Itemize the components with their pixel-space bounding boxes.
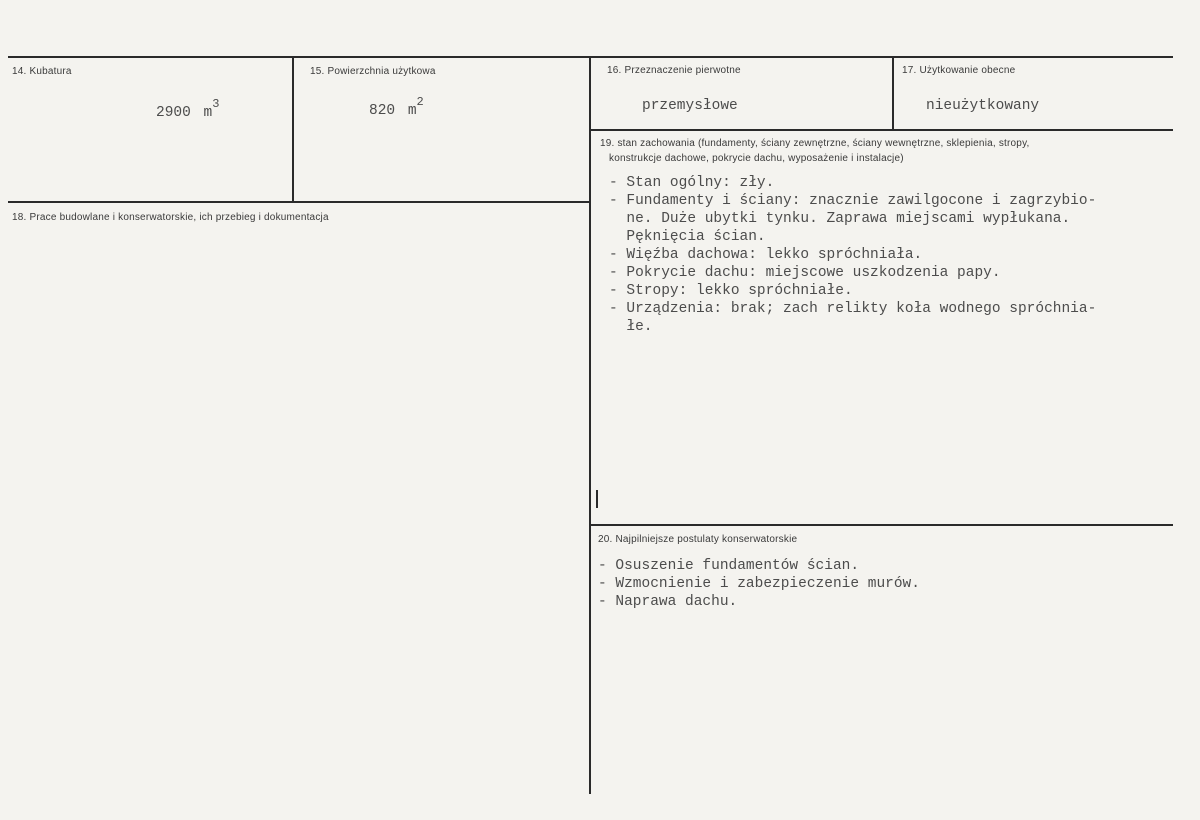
- rule-under-16-17: [591, 129, 1173, 131]
- condition-list: [609, 174, 1096, 336]
- condition-line: - Stan ogólny: zły.: [609, 175, 775, 191]
- condition-line: - Fundamenty i ściany: znacznie zawilgocone i zagrzybio-: [609, 193, 1097, 209]
- cubature-unit-exponent: 3: [212, 97, 220, 111]
- area-unit-exponent: 2: [416, 95, 424, 109]
- postulates-list: [598, 557, 920, 611]
- condition-line: - Stropy: lekko spróchniałe.: [609, 283, 853, 299]
- area-number: 820: [369, 102, 396, 119]
- field-15-label: 15. Powierzchnia użytkowa: [310, 66, 436, 77]
- condition-line: - Pokrycie dachu: miejscowe uszkodzenia papy.: [609, 265, 1001, 281]
- field-17-value: nieużytkowany: [926, 98, 1040, 114]
- field-19-label-line1: 19. stan zachowania (fundamenty, ściany zewnętrzne, ściany wewnętrzne, sklepienia, stropy,: [600, 138, 1030, 149]
- postulate-line: - Osuszenie fundamentów ścian.: [598, 558, 860, 574]
- field-20-label: 20. Najpilniejsze postulaty konserwatorskie: [598, 534, 798, 545]
- condition-line: - Urządzenia: brak; zach relikty koła wodnego spróchnia-: [609, 301, 1097, 317]
- field-16-value: przemysłowe: [642, 98, 738, 114]
- postulate-line: - Naprawa dachu.: [598, 594, 738, 610]
- field-17-label: 17. Użytkowanie obecne: [902, 65, 1016, 76]
- field-15-value: [369, 95, 424, 119]
- condition-line: ne. Duże ubytki tynku. Zaprawa miejscami wypłukana.: [609, 211, 1071, 227]
- postulate-line: - Wzmocnienie i zabezpieczenie murów.: [598, 576, 920, 592]
- divider-16-17: [892, 58, 894, 130]
- cubature-unit: m: [203, 104, 213, 121]
- cubature-number: 2900: [156, 104, 191, 121]
- main-vertical-divider: [589, 58, 591, 794]
- field-14-value: [156, 97, 220, 121]
- divider-14-15: [292, 58, 294, 202]
- rule-under-14-15: [8, 201, 590, 203]
- field-14-label: 14. Kubatura: [12, 66, 72, 77]
- condition-line: - Więźba dachowa: lekko spróchniała.: [609, 247, 923, 263]
- margin-mark: [596, 490, 598, 508]
- field-19-label-line2: konstrukcje dachowe, pokrycie dachu, wyposażenie i instalacje): [609, 153, 904, 164]
- area-unit: m: [407, 102, 417, 119]
- field-18-label: 18. Prace budowlane i konserwatorskie, ich przebieg i dokumentacja: [12, 212, 329, 223]
- condition-line: Pęknięcia ścian.: [609, 229, 766, 245]
- field-16-label: 16. Przeznaczenie pierwotne: [607, 65, 741, 76]
- rule-above-20: [591, 524, 1173, 526]
- condition-line: łe.: [609, 319, 653, 335]
- top-rule: [8, 56, 1173, 58]
